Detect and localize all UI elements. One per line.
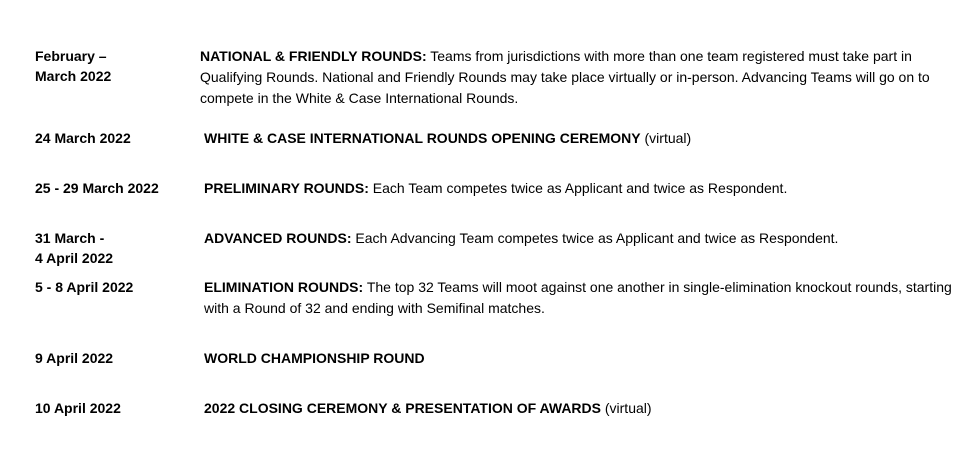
schedule-event-heading: PRELIMINARY ROUNDS: (204, 180, 369, 196)
schedule-description (200, 46, 952, 109)
schedule-description (204, 178, 952, 199)
schedule-date-line: 4 April 2022 (35, 250, 114, 266)
schedule-date-line: 9 April 2022 (35, 350, 114, 366)
schedule-date-line: February – (35, 48, 107, 64)
schedule-description (204, 277, 952, 319)
schedule-date (35, 128, 195, 148)
schedule-date (35, 348, 195, 368)
schedule-date (35, 277, 195, 297)
schedule-date (35, 178, 195, 198)
schedule-date-line: 24 March 2022 (35, 130, 131, 146)
schedule-event-text: Each Advancing Team competes twice as Applicant and twice as Respondent. (351, 230, 839, 246)
schedule-event-heading: 2022 CLOSING CEREMONY & PRESENTATION OF AWARDS (204, 400, 601, 416)
schedule-date-line: 10 April 2022 (35, 400, 121, 416)
schedule-date (35, 228, 195, 268)
schedule-event-text: Teams from jurisdictions with more than one team registered must take part in Qualifying Rounds. National and Friendly Rounds may take place virtually or in-person. Advancing Teams will go on to compete in the White & Case International Rounds. (200, 48, 930, 106)
schedule-event-heading: ADVANCED ROUNDS: (204, 230, 352, 246)
schedule-date-line: 31 March - (35, 230, 105, 246)
schedule-date (35, 46, 195, 86)
schedule-date-line: 25 - 29 March 2022 (35, 180, 159, 196)
schedule-description (204, 228, 952, 249)
schedule-date-line: March 2022 (35, 68, 112, 84)
schedule-date-line: 5 - 8 April 2022 (35, 279, 134, 295)
schedule-description (204, 398, 952, 419)
schedule-event-text: (virtual) (600, 400, 652, 416)
schedule-event-heading: WHITE & CASE INTERNATIONAL ROUNDS OPENING CEREMONY (204, 130, 641, 146)
schedule-event-heading: NATIONAL & FRIENDLY ROUNDS: (200, 48, 427, 64)
schedule-event-text: The top 32 Teams will moot against one another in single-elimination knockout rounds, starting with a Round of 32 and ending with Semifinal matches. (204, 279, 952, 316)
schedule-event-heading: ELIMINATION ROUNDS: (204, 279, 364, 295)
schedule-event-text: Each Team competes twice as Applicant and twice as Respondent. (368, 180, 788, 196)
schedule-event-heading: WORLD CHAMPIONSHIP ROUND (204, 350, 425, 366)
schedule-description (204, 348, 952, 369)
schedule-date (35, 398, 195, 418)
schedule-description (204, 128, 952, 149)
schedule-event-text: (virtual) (640, 130, 692, 146)
